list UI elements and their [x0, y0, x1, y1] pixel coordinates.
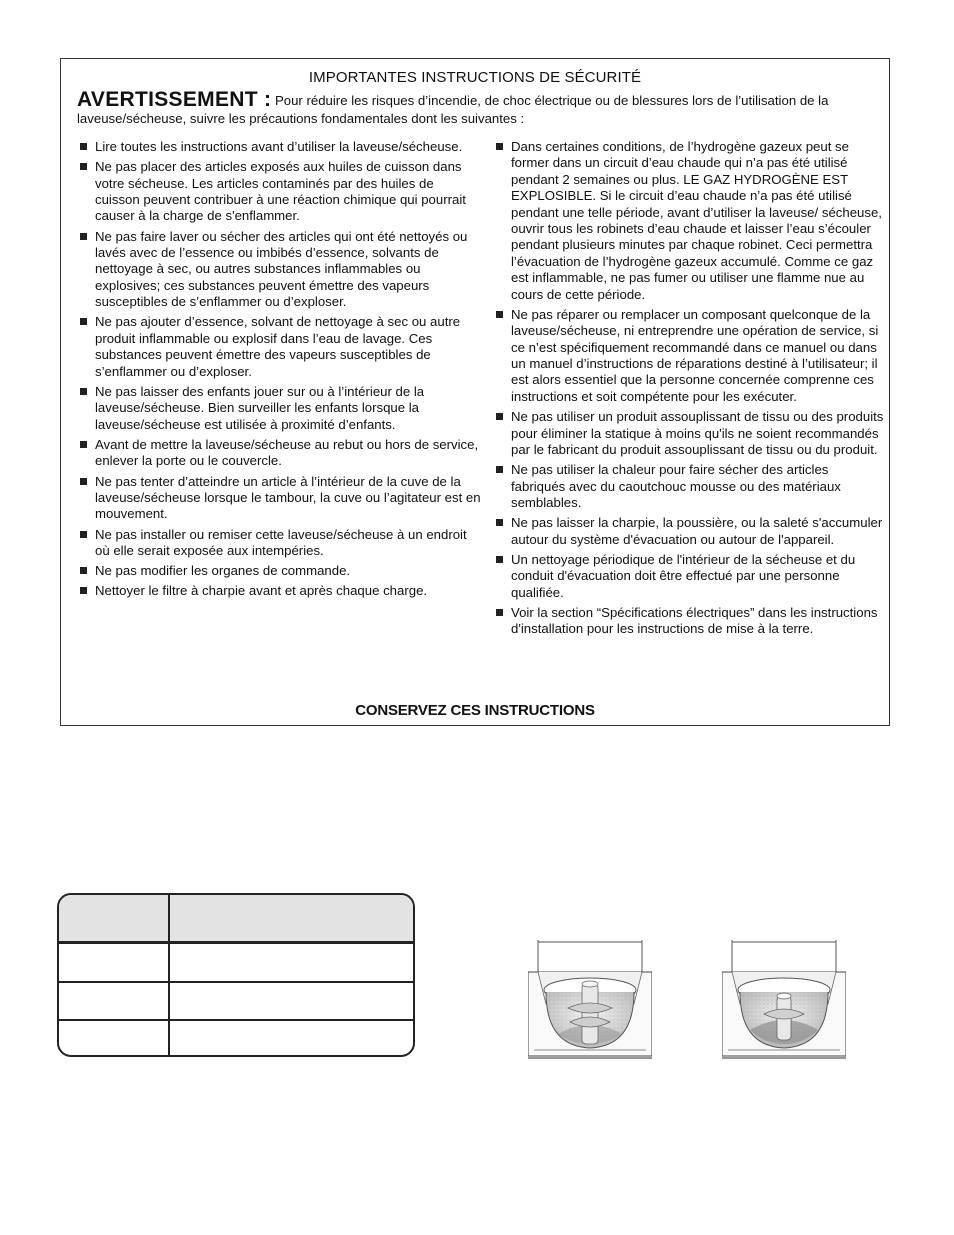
square-bullet-icon [80, 163, 87, 170]
list-item [79, 563, 481, 579]
list-item [495, 139, 885, 303]
list-item [79, 139, 481, 155]
warning-paragraph [77, 88, 849, 128]
list-item [79, 159, 481, 225]
square-bullet-icon [496, 311, 503, 318]
table-row-divider [59, 1019, 413, 1021]
list-item-text: Avant de mettre la laveuse/sécheuse au rebut ou hors de service, enlever la porte ou le couvercle. [95, 436, 479, 469]
list-item-text: Ne pas ajouter d’essence, solvant de nettoyage à sec ou autre produit inflammable ou explosif dans l’eau de lavage. Ces substances peuvent émettre des vapeurs susceptibles de s’enflammer ou d’exploser. [95, 314, 461, 379]
list-item-text: Ne pas réparer ou remplacer un composant quelconque de la laveuse/sécheuse, ni entreprendre une opération de service, si ce n’est spécifiquement recommandé dans ce manuel ou dans un manuel d’instructions de réparations destiné à l’utilisateur; il est alors essentiel que la personne concernée comprenne ces instructions et soit compétente pour les exécuter. [511, 306, 879, 404]
list-item-text: Ne pas faire laver ou sécher des articles qui ont été nettoyés ou lavés avec de l’essence ou imbibés d’essence, solvants de nettoyage à sec, ou autres substances inflammables ou explosives; ces substances peuvent émettre des vapeurs susceptibles de s’enflammer ou d’exploser. [95, 228, 468, 310]
list-item [79, 229, 481, 311]
safety-title: IMPORTANTES INSTRUCTIONS DE SÉCURITÉ [308, 69, 642, 86]
list-item [495, 552, 885, 601]
square-bullet-icon [496, 519, 503, 526]
square-bullet-icon [80, 531, 87, 538]
washer-agitator-icon [528, 938, 652, 1060]
list-item [495, 605, 885, 638]
square-bullet-icon [496, 413, 503, 420]
square-bullet-icon [80, 478, 87, 485]
list-item [495, 462, 885, 511]
square-bullet-icon [496, 609, 503, 616]
list-item-text: Ne pas modifier les organes de commande. [95, 563, 351, 579]
right-list [495, 139, 885, 638]
list-item [495, 515, 885, 548]
list-item [79, 527, 481, 560]
table-row-divider [59, 981, 413, 983]
square-bullet-icon [80, 567, 87, 574]
list-item [495, 307, 885, 405]
list-item [495, 409, 885, 458]
warning-text: Pour réduire les risques d’incendie, de choc électrique ou de blessures lors de l’utilisation de la laveuse/sécheuse, suivre les précautions fondamentales dont les suivantes : [77, 93, 829, 126]
square-bullet-icon [80, 143, 87, 150]
safety-instructions-box [60, 58, 890, 726]
square-bullet-icon [496, 143, 503, 150]
left-list [79, 139, 481, 600]
list-item-text: Voir la section “Spécifications électriques” dans les instructions d'installation pour les instructions de mise à la terre. [511, 604, 878, 637]
list-item-text: Ne pas laisser la charpie, la poussière, ou la saleté s'accumuler autour du système d'évacuation ou autour de l'appareil. [511, 515, 883, 547]
list-item-text: Ne pas installer ou remiser cette laveuse/sécheuse à un endroit où elle serait exposée aux intempéries. [95, 526, 467, 558]
list-item [79, 314, 481, 380]
list-item-text: Un nettoyage périodique de l'intérieur de la sécheuse et du conduit d'évacuation doit être effectué par une personne qualifiée. [511, 551, 856, 600]
save-instructions-footer: CONSERVEZ CES INSTRUCTIONS [355, 702, 595, 719]
square-bullet-icon [80, 233, 87, 240]
square-bullet-icon [80, 587, 87, 594]
list-item [79, 384, 481, 433]
list-item-text: Ne pas placer des articles exposés aux huiles de cuisson dans votre sécheuse. Les articles contaminés par des huiles de cuisson peuvent contribuer à une réaction chimique qui pourrait causer à la charge de s'enflammer. [95, 159, 466, 224]
left-column [79, 139, 481, 604]
list-item [79, 474, 481, 523]
empty-table [57, 893, 415, 1057]
list-item-text: Ne pas utiliser un produit assouplissant de tissu ou des produits pour éliminer la statique à moins qu'ils ne soient recommandés par le fabricant du produit assouplissant de tissu ou du produit. [511, 409, 884, 457]
right-column [495, 139, 885, 641]
list-item [79, 437, 481, 470]
square-bullet-icon [80, 318, 87, 325]
warning-word: AVERTISSEMENT : [77, 88, 272, 111]
list-item-text: Ne pas laisser des enfants jouer sur ou à l’intérieur de la laveuse/sécheuse. Bien surveiller les enfants lorsque la laveuse/sécheuse est utilisée à proximité d’enfants. [95, 383, 425, 432]
table-header-divider [59, 941, 413, 944]
list-item-text: Ne pas tenter d’atteindre un article à l’intérieur de la cuve de la laveuse/sécheuse lorsque le tambour, la cuve ou l’agitateur est en mouvement. [95, 473, 481, 522]
table-column-divider [168, 895, 170, 1055]
list-item [79, 583, 481, 599]
table-header-row [59, 895, 413, 941]
square-bullet-icon [496, 556, 503, 563]
list-item-text: Ne pas utiliser la chaleur pour faire sécher des articles fabriqués avec du caoutchouc mousse ou des matériaux semblables. [511, 462, 841, 510]
list-item-text: Dans certaines conditions, de l’hydrogène gazeux peut se former dans un circuit d’eau chaude qui n’a pas été utilisé pendant 2 semaines ou plus. LE GAZ HYDROGÈNE EST EXPLOSIBLE. Si le circuit d’eau chaude n’a pas été utilisé pendant une telle période, avant d’utiliser la laveuse/ sécheuse, ouvrir tous les robinets d’eau chaude et laisser l’eau s’écouler pendant plusieurs minutes par chaque robinet. Ceci permettra l’évacuation de l’hydrogène gazeux accumulé. Comme ce gaz est inflammable, ne pas fumer ou utiliser une flamme nue au cours de cette période. [511, 139, 882, 302]
list-item-text: Nettoyer le filtre à charpie avant et après chaque charge. [95, 583, 428, 599]
washer-impeller-icon [722, 938, 846, 1060]
square-bullet-icon [80, 388, 87, 395]
square-bullet-icon [80, 441, 87, 448]
square-bullet-icon [496, 466, 503, 473]
list-item-text: Lire toutes les instructions avant d’utiliser la laveuse/sécheuse. [95, 139, 463, 154]
